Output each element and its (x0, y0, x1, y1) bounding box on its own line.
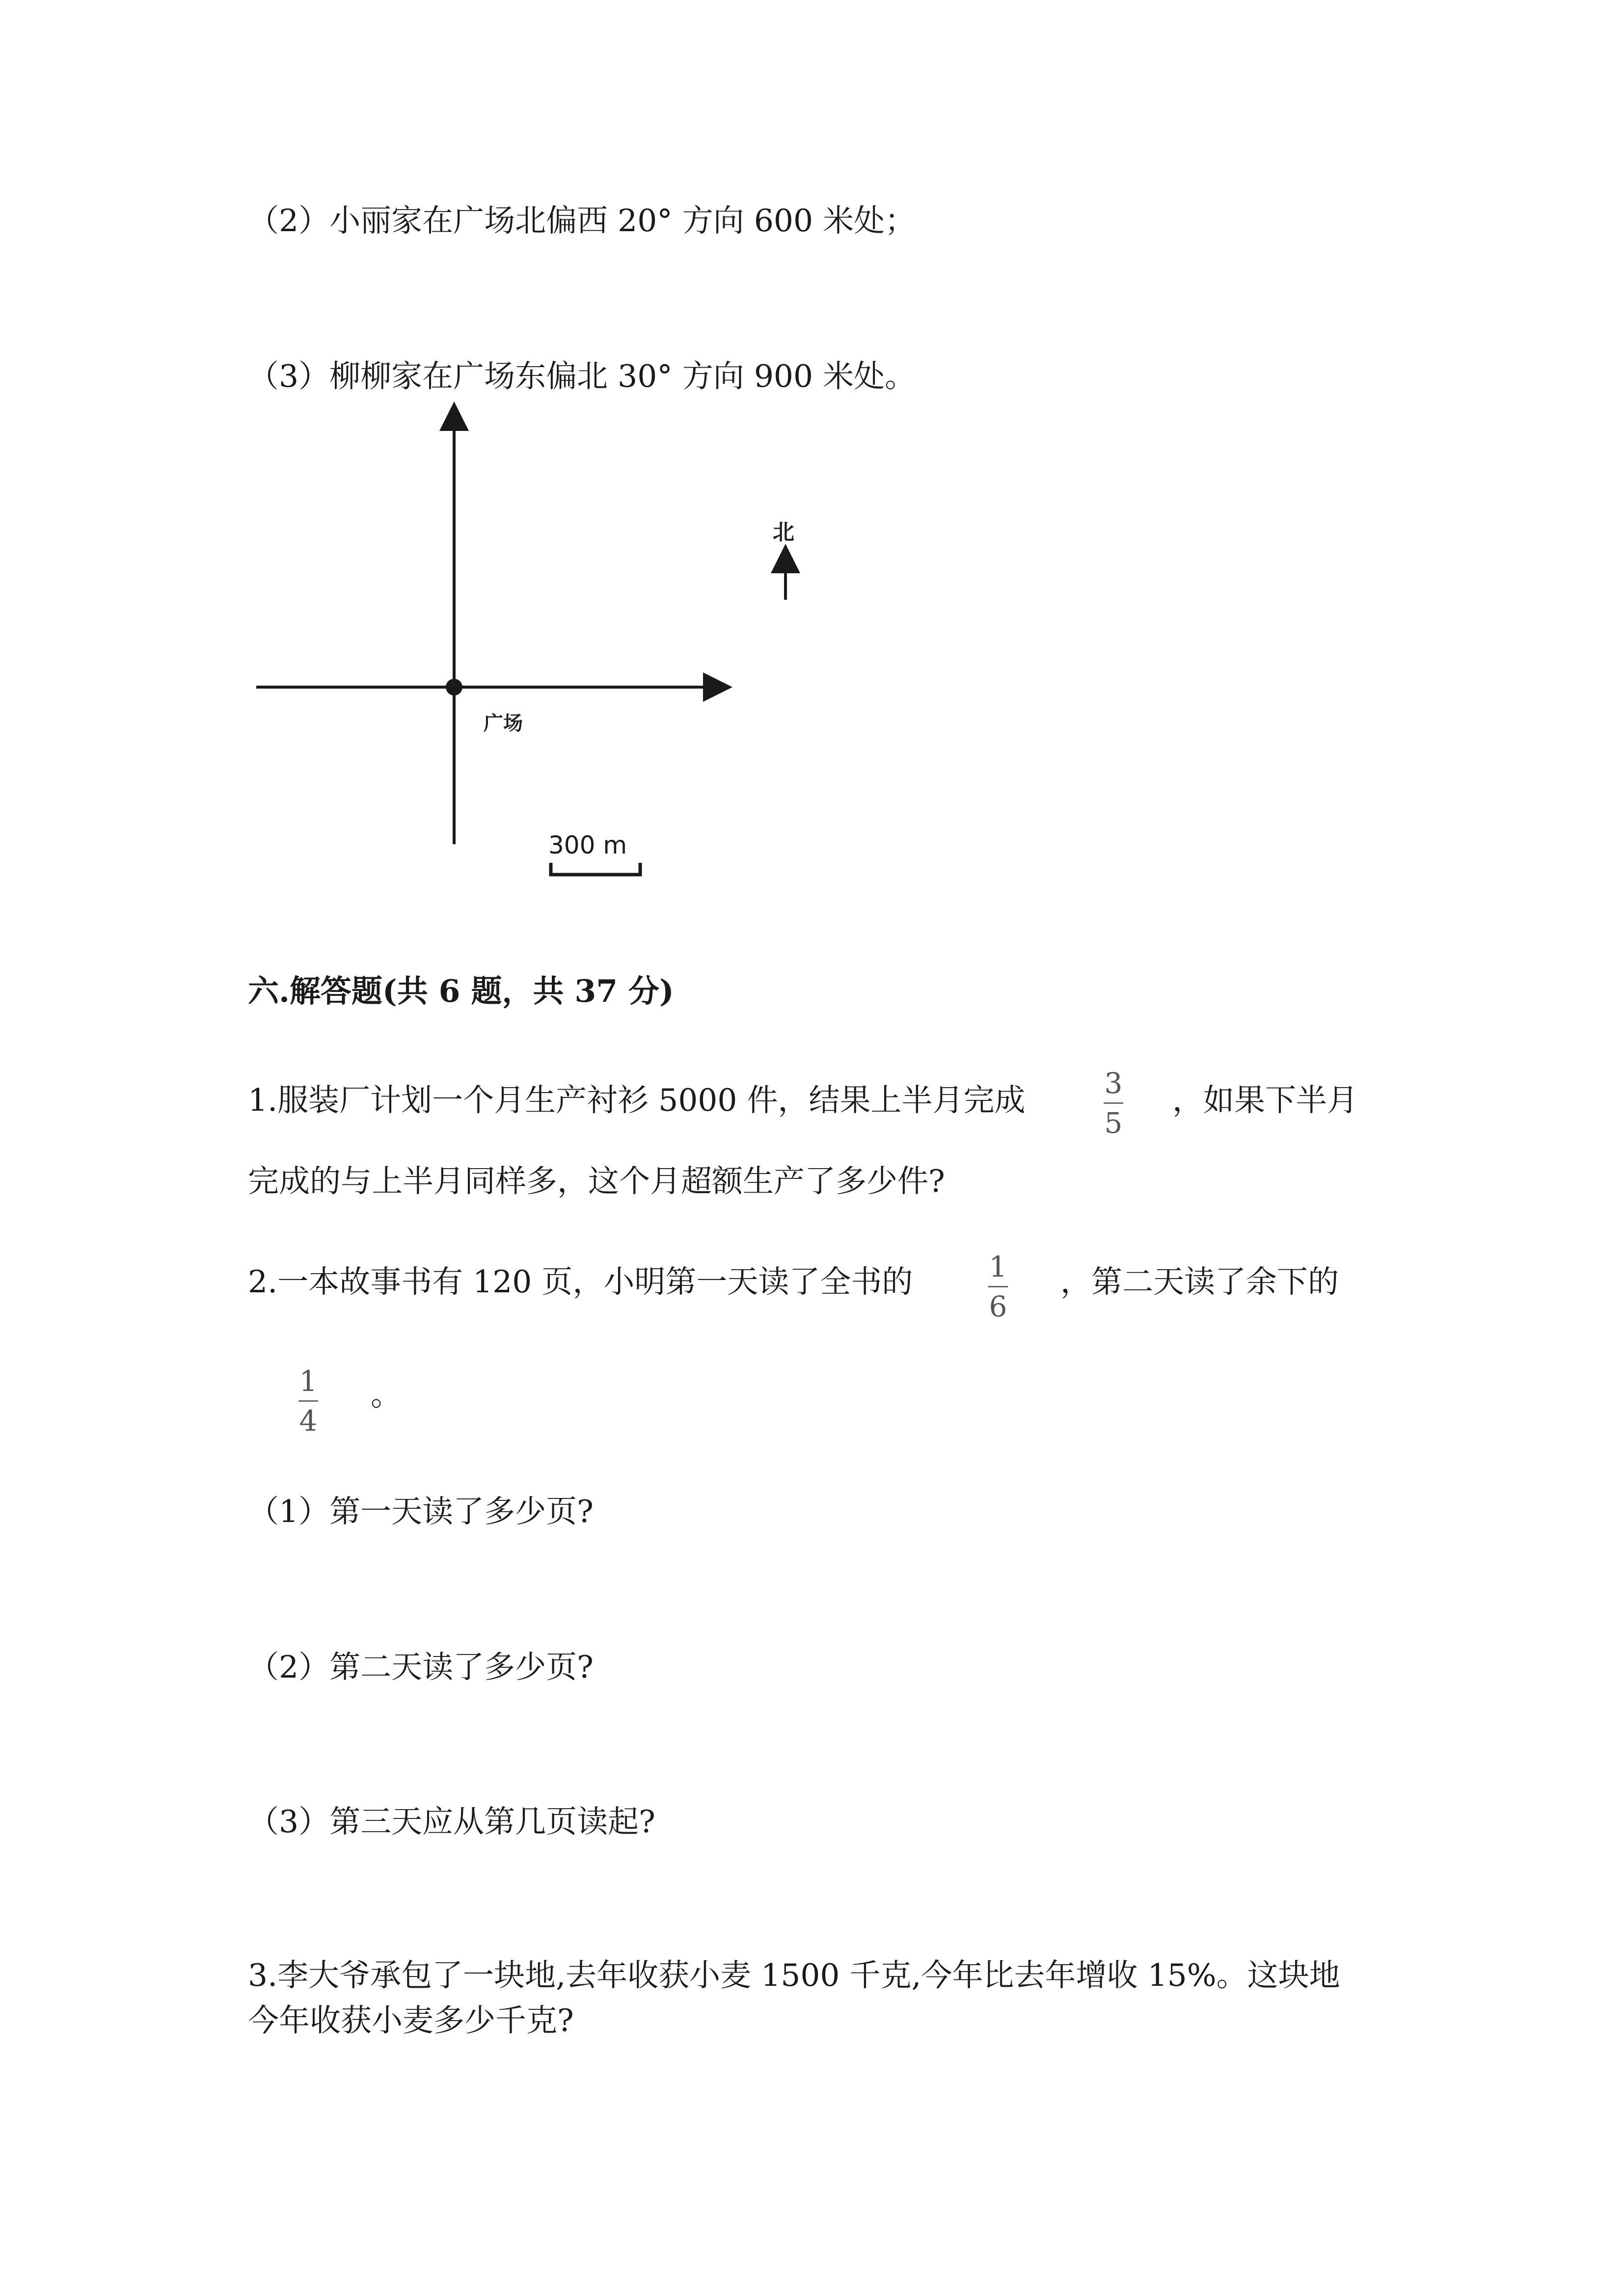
q2-fraction-1 (988, 1250, 1008, 1323)
fraction-denominator: 6 (989, 1290, 1007, 1323)
fraction-denominator: 4 (299, 1404, 318, 1438)
q1-fraction (1104, 1067, 1123, 1140)
square-label: 广场 (484, 712, 523, 735)
fraction-bar (1104, 1102, 1123, 1104)
q2-sub3: （3）第三天应从第几页读起? (248, 1804, 655, 1840)
question-item-3: （3）柳柳家在广场东偏北 30° 方向 900 米处。 (248, 358, 916, 394)
q1-line1-text: 1.服装厂计划一个月生产衬衫 5000 件，结果上半月完成 (248, 1082, 1026, 1118)
q2-period: 。 (371, 1377, 402, 1413)
direction-figure (0, 0, 1624, 933)
q2-sub2: （2）第二天读了多少页? (248, 1649, 594, 1685)
scale-bar (551, 863, 640, 875)
fraction-bar (988, 1286, 1008, 1287)
fraction-denominator: 5 (1104, 1106, 1123, 1140)
fraction-bar (298, 1400, 318, 1402)
q2-line1-continued: ，第二天读了余下的 (1060, 1264, 1339, 1300)
question-item-2: （2）小丽家在广场北偏西 20° 方向 600 米处； (248, 203, 916, 239)
q3-line1: 3.李大爷承包了一块地,去年收获小麦 1500 千克,今年比去年增收 15%。这块地 (248, 1957, 1340, 1993)
q2-fraction-2 (298, 1364, 318, 1438)
north-label: 北 (773, 520, 794, 545)
q3-line2: 今年收获小麦多少千克? (248, 2002, 574, 2038)
q1-line1-continued: ，如果下半月 (1172, 1082, 1358, 1118)
q1-line2: 完成的与上半月同样多，这个月超额生产了多少件? (248, 1163, 945, 1199)
fraction-numerator: 1 (299, 1364, 318, 1398)
fraction-numerator: 1 (989, 1250, 1007, 1283)
section-heading: 六.解答题(共 6 题，共 37 分) (248, 973, 674, 1009)
square-point (446, 679, 462, 695)
scale-label: 300 m (548, 831, 627, 859)
q2-sub1: （1）第一天读了多少页? (248, 1494, 594, 1529)
fraction-numerator: 3 (1104, 1067, 1123, 1100)
q2-line1-text: 2.一本故事书有 120 页，小明第一天读了全书的 (248, 1264, 913, 1300)
